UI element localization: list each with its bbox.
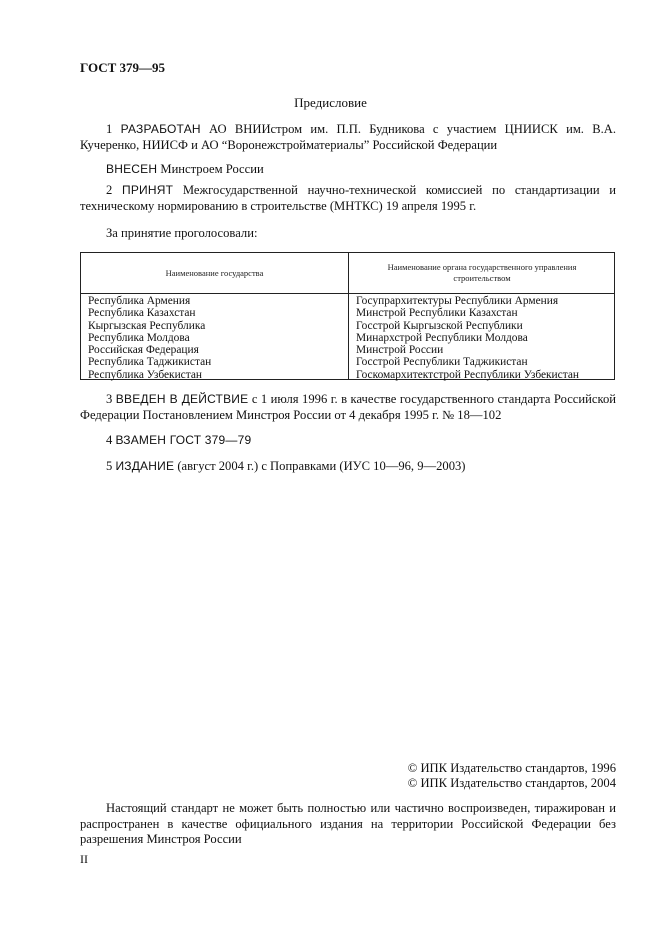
table-cell: Госстрой Республики Таджикистан (356, 356, 528, 369)
preface-item-1 (80, 122, 616, 153)
table-cell: Республика Узбекистан (88, 368, 202, 381)
standard-code: ГОСТ 379—95 (80, 60, 166, 75)
table-cell: Кыргызская Республика (88, 319, 206, 332)
table-header-state: Наименование государства (165, 267, 264, 278)
table-cell: Российская Федерация (88, 344, 199, 357)
table-header-divider (81, 293, 614, 294)
table-header-authority: Наименование органа государственного управления строительством (387, 262, 577, 283)
item-text: Межгосударственной научно-технической комиссией по стандартизации и техническому нормированию в строительстве (МНТКС) 19 апреля 1995 г. (80, 183, 616, 213)
table-cell: Республика Армения (88, 295, 191, 307)
item-lead: РАЗРАБОТАН (120, 122, 201, 136)
table-column-states (88, 295, 211, 381)
item-text: с 1 июля 1996 г. в качестве государственного стандарта Российской Федерации Постановлением Минстроя России от 4 декабря 1995 г. № 18—102 (80, 392, 616, 422)
item-lead: ВЗАМЕН ГОСТ 379—79 (115, 433, 252, 447)
item-lead: ВНЕСЕН (106, 162, 158, 176)
table-cell: Минстрой России (356, 344, 444, 357)
table-cell: Госкомархитектстрой Республики Узбекистан (356, 368, 579, 381)
item-5 (80, 459, 616, 475)
table-cell: Минархстрой Республики Молдова (356, 331, 528, 344)
item-text: АО ВНИИстром им. П.П. Будникова с участием ЦНИИСК им. В.А. Кучеренко, НИИСФ и АО “Воронежстройматериалы” Российской Федерации (80, 122, 616, 152)
table-cell: Минстрой Республики Казахстан (356, 307, 518, 320)
introduced-by (80, 162, 616, 178)
item-text: (август 2004 г.) с Поправками (ИУС 10—96, 9—2003) (177, 459, 466, 473)
item-lead: ИЗДАНИЕ (115, 459, 175, 473)
item-lead: ВВЕДЕН В ДЕЙСТВИЕ (115, 392, 249, 406)
table-cell: Республика Таджикистан (88, 356, 212, 369)
item-number: 2 (106, 183, 113, 197)
item-4 (80, 433, 616, 449)
notice-text: Настоящий стандарт не может быть полностью или частично воспроизведен, тиражирован и распространен в качестве официального издания на территории Российской Федерации без разрешения Минстроя России (80, 801, 616, 846)
table-cell: Госстрой Кыргызской Республики (356, 319, 523, 332)
item-number: 5 (106, 459, 113, 473)
table-column-authorities (356, 295, 579, 381)
table-cell: Республика Молдова (88, 331, 190, 344)
reproduction-notice (80, 801, 616, 848)
item-number: 4 (106, 433, 113, 447)
item-number: 1 (106, 122, 113, 136)
voted-label (80, 226, 616, 242)
page-number: II (80, 852, 88, 866)
voted-label-text: За принятие проголосовали: (106, 226, 258, 240)
item-number: 3 (106, 392, 113, 406)
item-3 (80, 392, 616, 423)
table-cell: Республика Казахстан (88, 307, 196, 320)
preface-title: Предисловие (294, 95, 367, 110)
item-lead: ПРИНЯТ (122, 183, 174, 197)
item-text: Минстроем России (160, 162, 264, 176)
copyright-2004: © ИПК Издательство стандартов, 2004 (407, 776, 616, 790)
table-cell: Госупрархитектуры Республики Армения (356, 295, 559, 307)
preface-item-2 (80, 183, 616, 214)
voting-table (80, 252, 615, 380)
copyright-1996: © ИПК Издательство стандартов, 1996 (407, 761, 616, 775)
